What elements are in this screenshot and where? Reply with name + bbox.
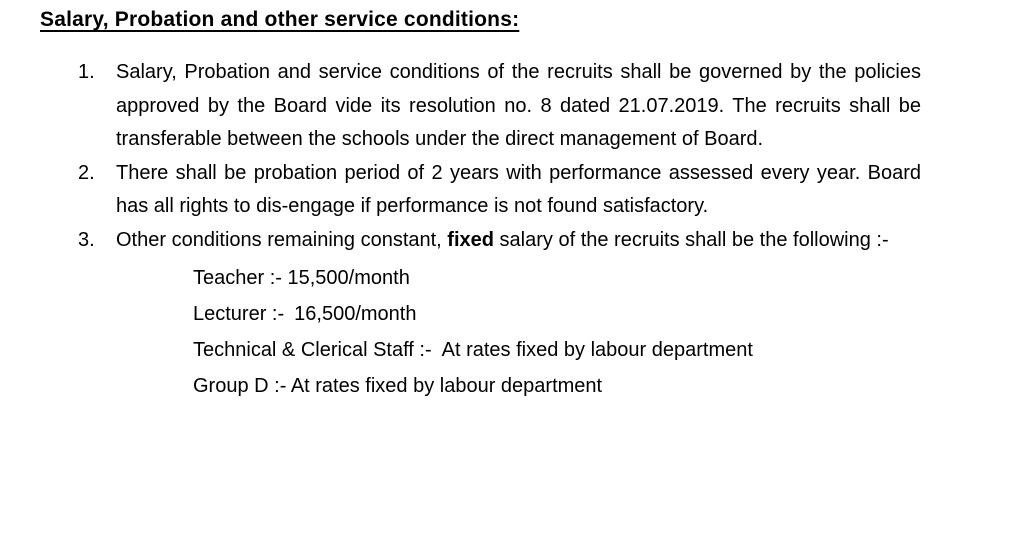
rate-value: 16,500/month xyxy=(294,303,417,325)
rate-value: 15,500/month xyxy=(287,267,410,289)
salary-rate-lecturer xyxy=(193,296,921,332)
list-item xyxy=(78,56,921,157)
list-item-number: 3. xyxy=(78,228,95,251)
salary-rate-technical-clerical xyxy=(193,332,921,368)
list-item-text: There shall be probation period of 2 years with performance assessed every year. Board has all rights to dis-engage if performance is not found satisfactory. xyxy=(116,161,921,217)
conditions-list xyxy=(78,56,921,404)
list-item-text-before: Other conditions remaining constant, xyxy=(116,228,442,251)
rate-value: At rates fixed by labour department xyxy=(290,375,603,397)
rate-value: At rates fixed by labour department xyxy=(441,339,753,361)
rate-label: Teacher :- xyxy=(193,267,282,289)
rate-label: Lecturer :- xyxy=(193,303,285,325)
list-item-number: 1. xyxy=(78,61,95,83)
list-item-text: Salary, Probation and service conditions of the recruits shall be governed by the policies approved by the Board vide its resolution no. 8 dated 21.07.2019. The recruits shall be transferable between the schools under the direct management of Board. xyxy=(116,61,921,150)
list-item-text-bold: fixed xyxy=(447,228,494,251)
list-item-number: 2. xyxy=(78,161,95,184)
salary-rates xyxy=(193,260,921,404)
salary-rate-teacher xyxy=(193,260,921,296)
salary-rate-group-d xyxy=(193,368,921,404)
list-item xyxy=(78,157,921,224)
rate-label: Group D :- xyxy=(193,375,287,397)
rate-label: Technical & Clerical Staff :- xyxy=(193,339,432,361)
list-item xyxy=(78,224,921,405)
section-heading: Salary, Probation and other service conditions: xyxy=(40,8,520,31)
list-item-text-after: salary of the recruits shall be the following :- xyxy=(499,228,889,251)
